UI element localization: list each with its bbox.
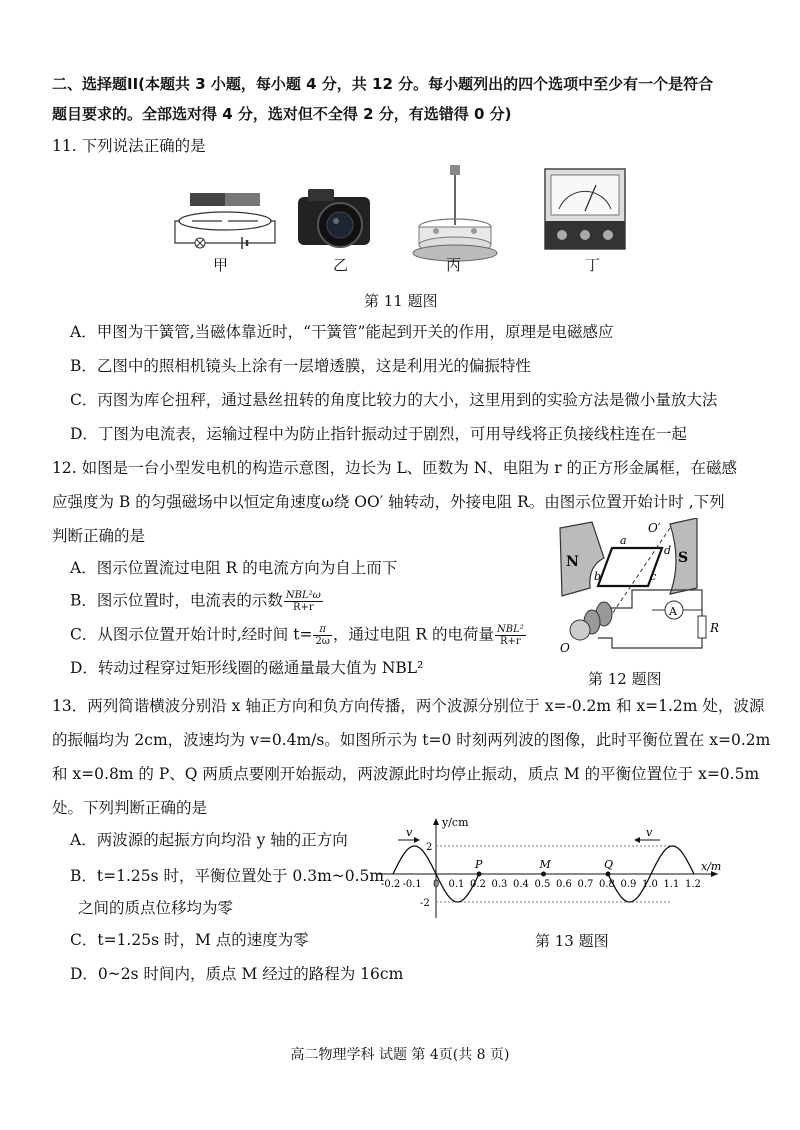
label-ammeter: A — [669, 605, 677, 618]
label-b: b — [594, 570, 602, 583]
point-p — [477, 872, 482, 877]
q13-wave-graph — [370, 812, 730, 922]
camera-figure — [298, 189, 370, 247]
label-o: O — [560, 641, 570, 655]
label-d: d — [664, 544, 672, 557]
q11-option-b: B．乙图中的照相机镜头上涂有一层增透膜，这是利用光的偏振特性 — [70, 357, 531, 375]
q13-caption: 第 13 题图 — [535, 932, 609, 950]
q13-stem-line2: 的振幅均为 2cm，波速均为 v=0.4m/s。如图所示为 t=0 时刻两列波的图像，此时平衡位置在 x=0.2m — [52, 731, 771, 749]
label-o-prime: O′ — [648, 521, 661, 535]
q11-stem: 11. 下列说法正确的是 — [52, 137, 206, 155]
q12-option-b — [70, 590, 324, 613]
q13-option-b-line2: 之间的质点位移均为零 — [78, 899, 234, 917]
x-tick-label: 0.6 — [556, 879, 572, 890]
label-n: N — [566, 554, 579, 570]
q12-stem-line1: 12. 如图是一台小型发电机的构造示意图，边长为 L、匝数为 N、电阻为 r 的正方形金属框，在磁感 — [52, 459, 738, 477]
x-tick-label: 1.1 — [663, 879, 680, 890]
x-tick-label: 0.9 — [620, 879, 637, 890]
point-q — [606, 872, 611, 877]
y-tick-neg2: -2 — [420, 898, 430, 909]
right-velocity-label: v — [646, 826, 653, 839]
x-axis-label: x/m — [701, 860, 722, 873]
x-tick-label: 0.5 — [534, 879, 551, 890]
label-r: R — [710, 621, 720, 635]
q11-label-ding: 丁 — [585, 256, 601, 274]
left-velocity-label: v — [406, 826, 413, 839]
label-q: Q — [604, 858, 614, 871]
q11-option-d: D．丁图为电流表，运输过程中为防止指针振动过于剧烈，可用导线将正负接线柱连在一起 — [70, 425, 687, 443]
ammeter-figure — [545, 169, 625, 249]
q12-generator-figure — [552, 518, 752, 668]
fraction-numerator: NBL² — [497, 624, 524, 635]
q12-option-c-charge-fraction — [495, 624, 526, 647]
q13-option-b-line1: B．t=1.25s 时，平衡位置处于 0.3m~0.5m — [70, 867, 385, 885]
x-tick-label: -0.2 — [381, 879, 401, 890]
label-s: S — [678, 550, 689, 566]
q13-stem-line3: 和 x=0.8m 的 P、Q 两质点要刚开始振动，两波源此时均停止振动，质点 M 的平衡位置位于 x=0.5m — [52, 765, 760, 783]
q13-stem-line1: 13．两列简谐横波分别沿 x 轴正方向和负方向传播，两个波源分别位于 x=-0.2m 和 x=1.2m 处，波源 — [52, 697, 765, 715]
section-header-line1: 二、选择题II(本题共 3 小题，每小题 4 分，共 12 分。每小题列出的四个选项中至少有一个是符合 — [52, 75, 714, 93]
x-tick-label: 0.2 — [470, 879, 486, 890]
q12-stem-line2: 应强度为 B 的匀强磁场中以恒定角速度ω绕 OO′ 轴转动，外接电阻 R。由图示位置开始计时 ,下列 — [52, 493, 725, 511]
q11-option-c: C．丙图为库仑扭秤，通过悬丝扭转的角度比较力的大小，这里用到的实验方法是微小量放大法 — [70, 391, 718, 409]
rotation-axis — [604, 528, 670, 626]
q12-option-b-text: B．图示位置时，电流表的示数 — [70, 591, 283, 610]
fraction-numerator: NBL²ω — [285, 590, 321, 601]
x-tick-label: 0.8 — [599, 879, 615, 890]
torsion-balance-figure — [413, 165, 497, 261]
fraction-denominator: R+r — [293, 602, 314, 613]
q11-figures — [170, 165, 640, 275]
label-c: c — [650, 570, 657, 583]
y-axis-label: y/cm — [442, 816, 469, 829]
q12-option-c-mid: ，通过电阻 R 的电荷量 — [332, 625, 494, 644]
q12-option-c-time-fraction — [313, 624, 332, 647]
x-tick-label: 0.7 — [577, 879, 594, 890]
q11-label-bing: 丙 — [446, 256, 462, 274]
q11-caption: 第 11 题图 — [364, 292, 438, 310]
fraction-denominator: R+r — [500, 636, 521, 647]
q12-option-c — [70, 624, 527, 647]
q13-option-a: A．两波源的起振方向均沿 y 轴的正方向 — [70, 831, 348, 849]
point-m — [541, 872, 546, 877]
q12-option-b-fraction — [284, 590, 323, 613]
q13-option-c: C．t=1.25s 时，M 点的速度为零 — [70, 931, 309, 949]
y-tick-2: 2 — [426, 842, 433, 853]
section-header-line2: 题目要求的。全部选对得 4 分，选对但不全得 2 分，有选错得 0 分) — [52, 105, 512, 123]
x-tick-label: 0.3 — [491, 879, 508, 890]
x-tick-label: 1.0 — [642, 879, 658, 890]
page-footer: 高二物理学科 试题 第 4页(共 8 页) — [290, 1047, 510, 1063]
x-tick-label: 0.4 — [513, 879, 529, 890]
label-p: P — [475, 858, 483, 871]
label-a: a — [620, 534, 627, 547]
reed-switch-figure — [175, 193, 275, 249]
fraction-numerator: π — [313, 624, 332, 636]
x-tick-label: 1.2 — [685, 879, 701, 890]
label-m: M — [539, 858, 551, 871]
y-axis-arrow-icon — [433, 818, 439, 825]
q13-option-d: D．0~2s 时间内，质点 M 经过的路程为 16cm — [70, 965, 404, 983]
q11-option-a: A．甲图为干簧管,当磁体靠近时，“干簧管”能起到开关的作用，原理是电磁感应 — [70, 323, 614, 341]
q11-label-jia: 甲 — [213, 256, 229, 274]
fraction-denominator: 2ω — [315, 636, 330, 647]
x-tick-label: 0 — [433, 879, 440, 890]
q12-option-d: D．转动过程穿过矩形线圈的磁通量最大值为 NBL² — [70, 659, 424, 677]
q12-option-c-text: C．从图示位置开始计时,经时间 t= — [70, 625, 313, 644]
q12-caption: 第 12 题图 — [588, 670, 662, 688]
q12-stem-line3: 判断正确的是 — [52, 527, 146, 545]
q13-stem-line4: 处。下列判断正确的是 — [52, 799, 208, 817]
x-tick-label: 0.1 — [448, 879, 465, 890]
x-tick-label: -0.1 — [402, 879, 422, 890]
resistor-icon — [698, 616, 706, 638]
q12-option-a: A．图示位置流过电阻 R 的电流方向为自上而下 — [70, 559, 398, 577]
q11-label-yi: 乙 — [333, 256, 349, 274]
